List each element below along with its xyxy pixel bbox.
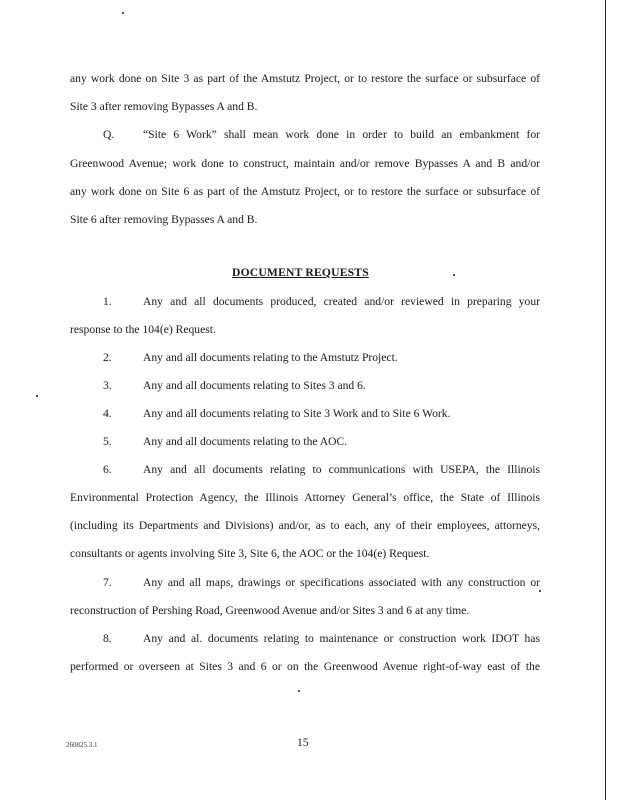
request-7-line-2: reconstruction of Pershing Road, Greenwood Avenue and/or Sites 3 and 6 at any time. [70, 604, 470, 617]
definition-q-marker: Q. [103, 128, 115, 141]
request-number: 2. [103, 351, 112, 364]
request-number: 1. [103, 295, 112, 308]
document-id: 260825.3.1 [66, 741, 98, 749]
definition-q-line-3: any work done on Site 6 as part of the Amstutz Project, or to restore the surface or subsurface of [70, 185, 540, 198]
request-text: Any and all documents relating to the Amstutz Project. [143, 351, 398, 364]
request-1-line-2: response to the 104(e) Request. [70, 323, 216, 336]
definition-q-line-2: Greenwood Avenue; work done to construct, maintain and/or remove Bypasses A and B and/or [70, 157, 540, 170]
page-number: 15 [297, 736, 309, 749]
request-text: Any and all documents relating to the AOC. [143, 435, 348, 448]
request-number: 7. [103, 576, 112, 589]
scan-speck [36, 395, 38, 397]
continuation-line-1: any work done on Site 3 as part of the Amstutz Project, or to restore the surface or subsurface of [70, 72, 540, 85]
definition-q-first-line: “Site 6 Work” shall mean work done in order to build an embankment for [143, 128, 540, 141]
request-number: 3. [103, 379, 112, 392]
request-number: 5. [103, 435, 112, 448]
continuation-line-2: Site 3 after removing Bypasses A and B. [70, 100, 258, 113]
request-text: Any and al. documents relating to maintenance or construction work IDOT has [143, 632, 540, 645]
request-number: 6. [103, 463, 112, 476]
scan-speck [122, 12, 124, 14]
request-text: Any and all maps, drawings or specifications associated with any construction or [143, 576, 540, 589]
scan-speck [539, 590, 541, 592]
scan-speck [298, 690, 300, 692]
scan-speck [453, 274, 455, 276]
request-6-line-4: consultants or agents involving Site 3, Site 6, the AOC or the 104(e) Request. [70, 547, 430, 560]
definition-q-line-4: Site 6 after removing Bypasses A and B. [70, 213, 258, 226]
request-number: 8. [103, 632, 112, 645]
request-text: Any and all documents produced, created and/or reviewed in preparing your [143, 295, 540, 308]
request-number: 4. [103, 407, 112, 420]
request-8-line-2: performed or overseen at Sites 3 and 6 or on the Greenwood Avenue right-of-way east of the [70, 660, 540, 673]
page-edge-line [605, 0, 606, 800]
request-text: Any and all documents relating to Site 3 Work and to Site 6 Work. [143, 407, 451, 420]
section-heading: DOCUMENT REQUESTS [232, 266, 369, 279]
request-text: Any and all documents relating to communications with USEPA, the Illinois [143, 463, 540, 476]
request-6-line-2: Environmental Protection Agency, the Illinois Attorney General’s office, the State of Illinois [70, 491, 540, 504]
request-text: Any and all documents relating to Sites 3 and 6. [143, 379, 366, 392]
request-6-line-3: (including its Departments and Divisions) and/or, as to each, any of their employees, attorneys, [70, 519, 540, 532]
